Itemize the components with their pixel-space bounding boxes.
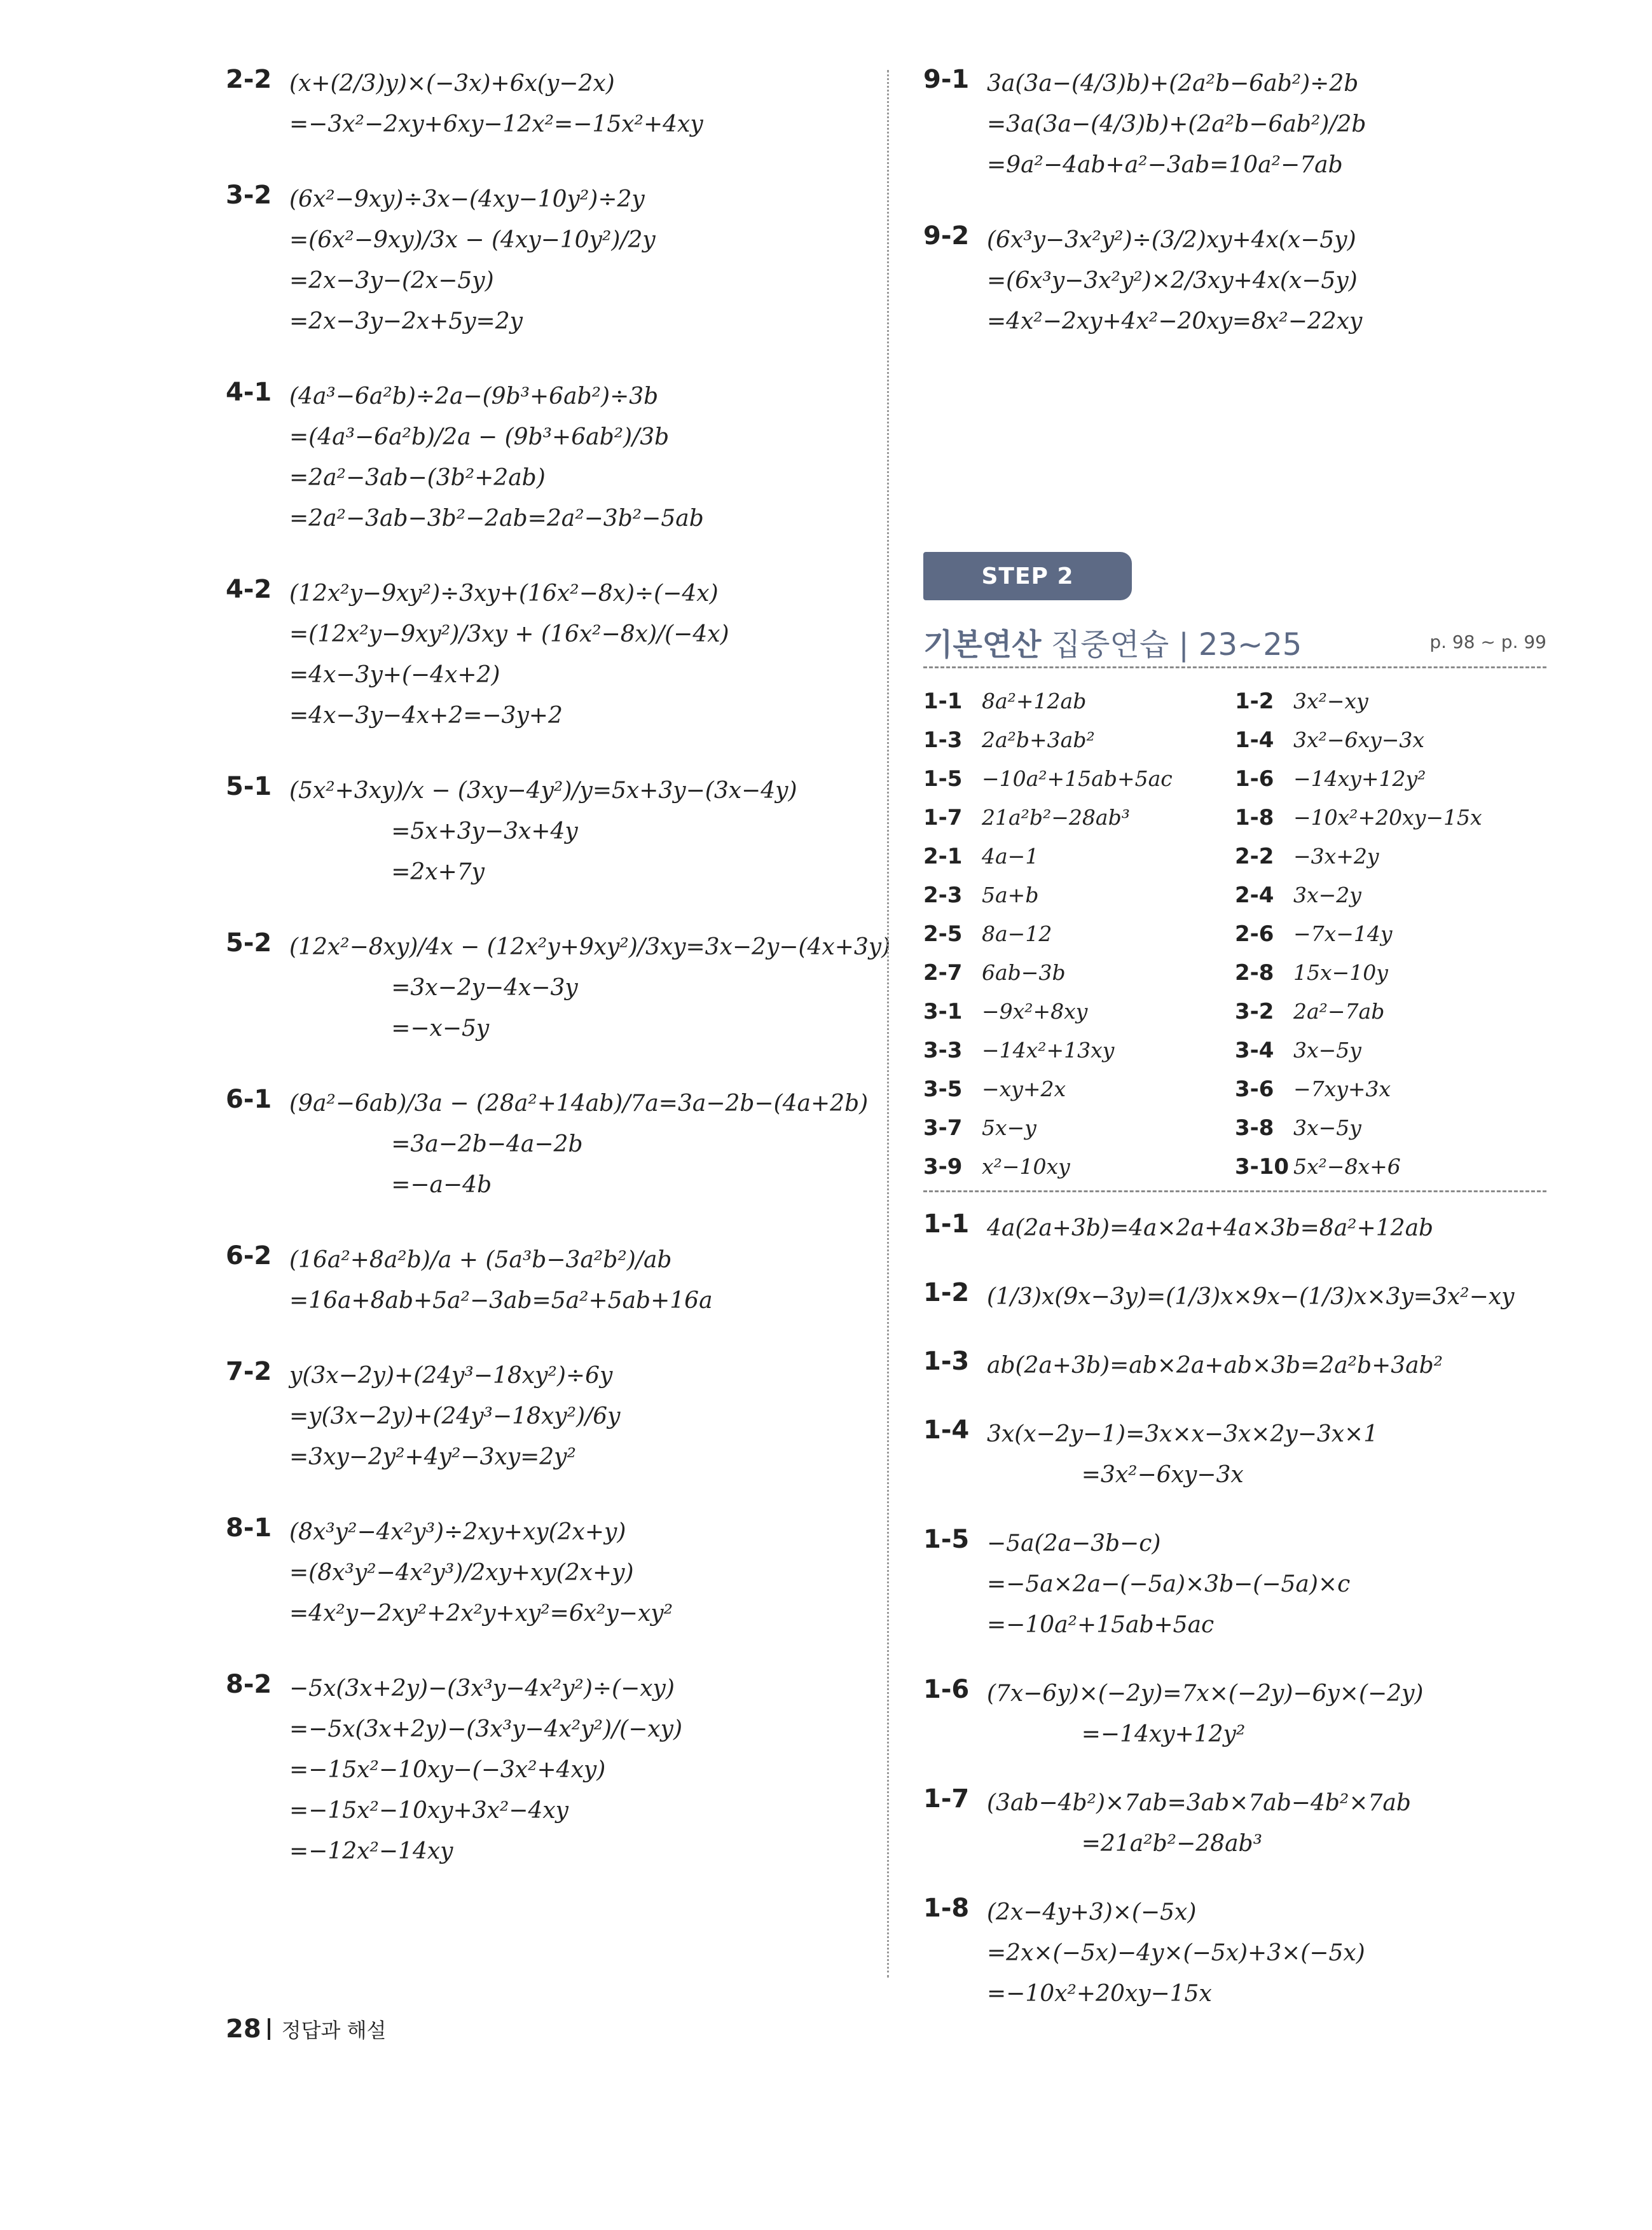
answer-row [923, 720, 1546, 759]
problem-number: 2-2 [226, 65, 272, 94]
answer-row [923, 759, 1546, 798]
solution-line: =(8x³y²−4x²y³)/2xy+xy(2x+y) [289, 1560, 634, 1586]
section-title [923, 627, 1302, 663]
solution-line: ab(2a+3b)=ab×2a+ab×3b=2a²b+3ab² [987, 1352, 1443, 1379]
problem-item [226, 771, 855, 893]
answer-cell [923, 844, 1235, 869]
answer-row [923, 876, 1546, 914]
solution-line: =−x−5y [289, 1015, 490, 1042]
problem-item [226, 927, 891, 1049]
solution-line: =−a−4b [289, 1172, 492, 1198]
answer-number: 2-3 [923, 882, 963, 908]
answer-cell [923, 1154, 1235, 1180]
solution-line: (12x²−8xy)/4x − (12x²y+9xy²)/3xy=3x−2y−(4x+3y) [289, 934, 891, 960]
answer-cell [923, 883, 1235, 908]
solution-line: =2x×(−5x)−4y×(−5x)+3×(−5x) [987, 1940, 1365, 1966]
problem-item [226, 1084, 869, 1206]
answer-cell [923, 805, 1235, 830]
section-title-bold: 기본연산 [923, 627, 1042, 663]
answer-cell [1235, 960, 1546, 986]
solution-line: =4x²y−2xy²+2x²y+xy²=6x²y−xy² [289, 1600, 673, 1627]
answer-number: 3-3 [923, 1037, 963, 1063]
section-top-rule [923, 666, 1546, 668]
answer-cell [923, 1038, 1235, 1063]
problem-number: 1-6 [923, 1675, 970, 1704]
problem-item [226, 574, 855, 736]
solution-line: (6x³y−3x²y²)÷(3/2)xy+4x(x−5y) [987, 227, 1356, 253]
answer-number: 1-8 [1235, 804, 1274, 830]
answer-value: −xy+2x [982, 1077, 1066, 1101]
solution-line: (7x−6y)×(−2y)=7x×(−2y)−6y×(−2y) [987, 1681, 1424, 1707]
solution-line: =3a−2b−4a−2b [289, 1131, 583, 1157]
solution-line: =3a(3a−(4/3)b)+(2a²b−6ab²)/2b [987, 111, 1366, 137]
answer-cell [923, 689, 1235, 714]
left-column [226, 64, 891, 1906]
answer-cell [923, 921, 1235, 947]
answer-row [923, 953, 1546, 992]
solution-line: (6x²−9xy)÷3x−(4xy−10y²)÷2y [289, 186, 645, 212]
answer-number: 3-9 [923, 1153, 963, 1180]
solution-line: =4x²−2xy+4x²−20xy=8x²−22xy [987, 308, 1363, 334]
page-footer [226, 2014, 386, 2044]
solution-line: (x+(2/3)y)×(−3x)+6x(y−2x) [289, 71, 615, 97]
answer-value: 5a+b [982, 883, 1039, 907]
answer-value: −10a²+15ab+5ac [982, 766, 1173, 791]
answer-number: 2-2 [1235, 843, 1274, 869]
problem-number: 8-2 [226, 1670, 272, 1699]
answer-cell [1235, 689, 1546, 714]
problem-number: 5-1 [226, 772, 272, 801]
answer-row [923, 1070, 1546, 1108]
problem-item [923, 1346, 1546, 1386]
answer-cell [1235, 999, 1546, 1024]
footer-separator [268, 2018, 270, 2040]
problem-item [923, 1277, 1546, 1318]
answer-number: 1-5 [923, 766, 963, 792]
answer-value: −14xy+12y² [1293, 766, 1426, 791]
solution-line: =3x²−6xy−3x [987, 1462, 1244, 1488]
answer-value: 2a²−7ab [1293, 999, 1385, 1024]
solution-line: =2x+7y [289, 859, 485, 885]
answer-value: 2a²b+3ab² [982, 727, 1095, 752]
answer-number: 2-1 [923, 843, 963, 869]
solution-line: =−10x²+20xy−15x [987, 1981, 1212, 2007]
solution-line: =−3x²−2xy+6xy−12x²=−15x²+4xy [289, 111, 703, 137]
solution-line: =2a²−3ab−(3b²+2ab) [289, 465, 546, 491]
answer-number: 3-5 [923, 1076, 963, 1102]
answer-value: −7xy+3x [1293, 1077, 1391, 1101]
solution-line: =2x−3y−(2x−5y) [289, 268, 494, 294]
solution-line: =2a²−3ab−3b²−2ab=2a²−3b²−5ab [289, 506, 704, 532]
solution-line: (5x²+3xy)/x − (3xy−4y²)/y=5x+3y−(3x−4y) [289, 778, 797, 804]
problem-number: 9-1 [923, 65, 970, 94]
problem-number: 6-1 [226, 1085, 272, 1114]
problem-item [923, 1414, 1546, 1496]
solution-line: =2x−3y−2x+5y=2y [289, 308, 523, 334]
answer-value: 21a²b²−28ab³ [982, 805, 1130, 830]
answer-number: 3-7 [923, 1115, 963, 1141]
answer-cell [1235, 727, 1546, 753]
problem-number: 1-4 [923, 1415, 970, 1445]
problem-item [923, 1783, 1546, 1864]
problem-number: 1-8 [923, 1894, 970, 1923]
answer-cell [923, 999, 1235, 1024]
problem-number: 5-2 [226, 928, 272, 958]
section-page-range: p. 98 ~ p. 99 [1429, 631, 1546, 652]
solution-line: =−5a×2a−(−5a)×3b−(−5a)×c [987, 1571, 1351, 1597]
answer-number: 2-8 [1235, 960, 1274, 986]
answer-row [923, 837, 1546, 876]
answer-value: 3x²−xy [1293, 689, 1368, 713]
answer-value: 5x−y [982, 1115, 1036, 1140]
problem-item [226, 179, 855, 342]
solution-line: =(6x³y−3x²y²)×2/3xy+4x(x−5y) [987, 268, 1358, 294]
answer-value: 8a−12 [982, 921, 1052, 946]
solution-line: (1/3)x(9x−3y)=(1/3)x×9x−(1/3)x×3y=3x²−xy [987, 1284, 1515, 1310]
problem-number: 1-7 [923, 1784, 970, 1814]
solution-line: =y(3x−2y)+(24y³−18xy²)/6y [289, 1403, 621, 1429]
problem-item [226, 1356, 855, 1478]
solution-line: (3ab−4b²)×7ab=3ab×7ab−4b²×7ab [987, 1790, 1411, 1816]
answer-cell [1235, 1038, 1546, 1063]
problem-number: 1-2 [923, 1278, 970, 1307]
answer-value: 8a²+12ab [982, 689, 1087, 713]
problem-item [226, 1512, 855, 1634]
answer-value: −9x²+8xy [982, 999, 1088, 1024]
answer-number: 3-1 [923, 998, 963, 1024]
answer-number: 2-5 [923, 921, 963, 947]
problem-number: 4-2 [226, 575, 272, 604]
answer-number: 1-4 [1235, 727, 1274, 753]
solution-line: −5a(2a−3b−c) [987, 1531, 1161, 1557]
solution-line: 3a(3a−(4/3)b)+(2a²b−6ab²)÷2b [987, 71, 1359, 97]
answer-row [923, 798, 1546, 837]
solution-line: =9a²−4ab+a²−3ab=10a²−7ab [987, 152, 1343, 178]
column-divider [887, 70, 889, 1978]
answer-number: 3-8 [1235, 1115, 1274, 1141]
answer-number: 2-6 [1235, 921, 1274, 947]
solution-line: (4a³−6a²b)÷2a−(9b³+6ab²)÷3b [289, 383, 659, 410]
problem-item [923, 1674, 1546, 1755]
problem-item [923, 64, 1546, 186]
solution-line: (12x²y−9xy²)÷3xy+(16x²−8x)÷(−4x) [289, 581, 719, 607]
answer-value: 3x−5y [1293, 1038, 1361, 1063]
problem-item [923, 1892, 1546, 2014]
solution-line: 3x(x−2y−1)=3x×x−3x×2y−3x×1 [987, 1421, 1379, 1447]
answer-cell [1235, 1154, 1546, 1180]
solution-line: =−14xy+12y² [987, 1721, 1246, 1747]
solution-line: =21a²b²−28ab³ [987, 1831, 1263, 1857]
answer-value: 4a−1 [982, 844, 1039, 869]
answer-value: 6ab−3b [982, 960, 1066, 985]
answer-value: 3x²−6xy−3x [1293, 727, 1424, 752]
answer-number: 3-10 [1235, 1153, 1290, 1180]
answer-number: 1-1 [923, 688, 963, 714]
answer-cell [1235, 805, 1546, 830]
answer-number: 3-2 [1235, 998, 1274, 1024]
solution-line: (9a²−6ab)/3a − (28a²+14ab)/7a=3a−2b−(4a+2b) [289, 1091, 869, 1117]
problem-number: 4-1 [226, 378, 272, 407]
solution-line: (16a²+8a²b)/a + (5a³b−3a²b²)/ab [289, 1247, 672, 1273]
solution-line: =4x−3y+(−4x+2) [289, 662, 500, 688]
solution-line: =3xy−2y²+4y²−3xy=2y² [289, 1444, 576, 1470]
problem-number: 1-5 [923, 1525, 970, 1554]
answer-value: −10x²+20xy−15x [1293, 805, 1482, 830]
answer-value: 3x−2y [1293, 883, 1361, 907]
answer-value: −14x²+13xy [982, 1038, 1115, 1063]
solution-line: 4a(2a+3b)=4a×2a+4a×3b=8a²+12ab [987, 1215, 1434, 1241]
step-tab [923, 552, 1132, 600]
section-header [923, 620, 1546, 664]
problem-number: 9-2 [923, 221, 970, 251]
step-label: STEP 2 [981, 563, 1074, 589]
answer-number: 2-7 [923, 960, 963, 986]
answer-number: 3-4 [1235, 1037, 1274, 1063]
solution-line: =4x−3y−4x+2=−3y+2 [289, 703, 563, 729]
solution-line: =−15x²−10xy−(−3x²+4xy) [289, 1757, 606, 1783]
answer-row [923, 914, 1546, 953]
solution-line: =16a+8ab+5a²−3ab=5a²+5ab+16a [289, 1288, 713, 1314]
solution-line: =3x−2y−4x−3y [289, 975, 578, 1001]
solution-line: =(4a³−6a²b)/2a − (9b³+6ab²)/3b [289, 424, 670, 450]
problem-item [226, 1669, 855, 1872]
problem-item [226, 376, 855, 539]
problem-item [923, 1208, 1546, 1249]
solution-line: =5x+3y−3x+4y [289, 818, 578, 844]
problem-number: 6-2 [226, 1241, 272, 1270]
problem-number: 3-2 [226, 181, 272, 210]
answer-value: −3x+2y [1293, 844, 1379, 869]
problem-item [923, 1524, 1546, 1646]
answer-cell [1235, 921, 1546, 947]
answer-cell [923, 766, 1235, 792]
section-bottom-rule [923, 1190, 1546, 1192]
problem-item [923, 220, 1546, 342]
solution-line: −5x(3x+2y)−(3x³y−4x²y²)÷(−xy) [289, 1676, 675, 1702]
answer-cell [1235, 844, 1546, 869]
solution-line: =−15x²−10xy+3x²−4xy [289, 1798, 568, 1824]
answer-number: 1-7 [923, 804, 963, 830]
answer-row [923, 992, 1546, 1031]
problem-item [226, 64, 855, 145]
solution-line: =(6x²−9xy)/3x − (4xy−10y²)/2y [289, 227, 656, 253]
problem-number: 7-2 [226, 1357, 272, 1386]
answer-number: 1-2 [1235, 688, 1274, 714]
solution-line: =−5x(3x+2y)−(3x³y−4x²y²)/(−xy) [289, 1716, 683, 1742]
right-column-top [923, 64, 1546, 376]
page-number: 28 [226, 2014, 261, 2044]
answer-value: 3x−5y [1293, 1115, 1361, 1140]
answer-number: 2-4 [1235, 882, 1274, 908]
problem-number: 8-1 [226, 1513, 272, 1543]
answer-value: −7x−14y [1293, 921, 1393, 946]
footer-title: 정답과 해설 [281, 2018, 387, 2042]
solutions-list [923, 1208, 1546, 2042]
answer-row [923, 1147, 1546, 1186]
answer-cell [923, 727, 1235, 753]
answer-row [923, 1108, 1546, 1147]
answer-row [923, 682, 1546, 720]
answer-cell [1235, 883, 1546, 908]
answer-number: 3-6 [1235, 1076, 1274, 1102]
problem-number: 1-3 [923, 1347, 970, 1376]
problem-item [226, 1240, 855, 1321]
solution-line: y(3x−2y)+(24y³−18xy²)÷6y [289, 1363, 613, 1389]
answer-cell [923, 1077, 1235, 1102]
answer-number: 1-6 [1235, 766, 1274, 792]
answer-value: 5x²−8x+6 [1293, 1154, 1401, 1179]
solution-line: =−12x²−14xy [289, 1838, 453, 1864]
answer-cell [923, 960, 1235, 986]
solution-line: (8x³y²−4x²y³)÷2xy+xy(2x+y) [289, 1519, 626, 1545]
solution-line: =−10a²+15ab+5ac [987, 1612, 1215, 1638]
answer-cell [1235, 766, 1546, 792]
answer-cell [1235, 1115, 1546, 1141]
answer-row [923, 1031, 1546, 1070]
answer-number: 1-3 [923, 727, 963, 753]
answer-value: 15x−10y [1293, 960, 1388, 985]
answer-cell [923, 1115, 1235, 1141]
solution-line: (2x−4y+3)×(−5x) [987, 1899, 1197, 1925]
section-title-rest: 집중연습 | 23~25 [1041, 627, 1302, 663]
answer-grid [923, 682, 1546, 1186]
answer-value: x²−10xy [982, 1154, 1070, 1179]
problem-number: 1-1 [923, 1209, 970, 1239]
answer-cell [1235, 1077, 1546, 1102]
solution-line: =(12x²y−9xy²)/3xy + (16x²−8x)/(−4x) [289, 621, 729, 647]
